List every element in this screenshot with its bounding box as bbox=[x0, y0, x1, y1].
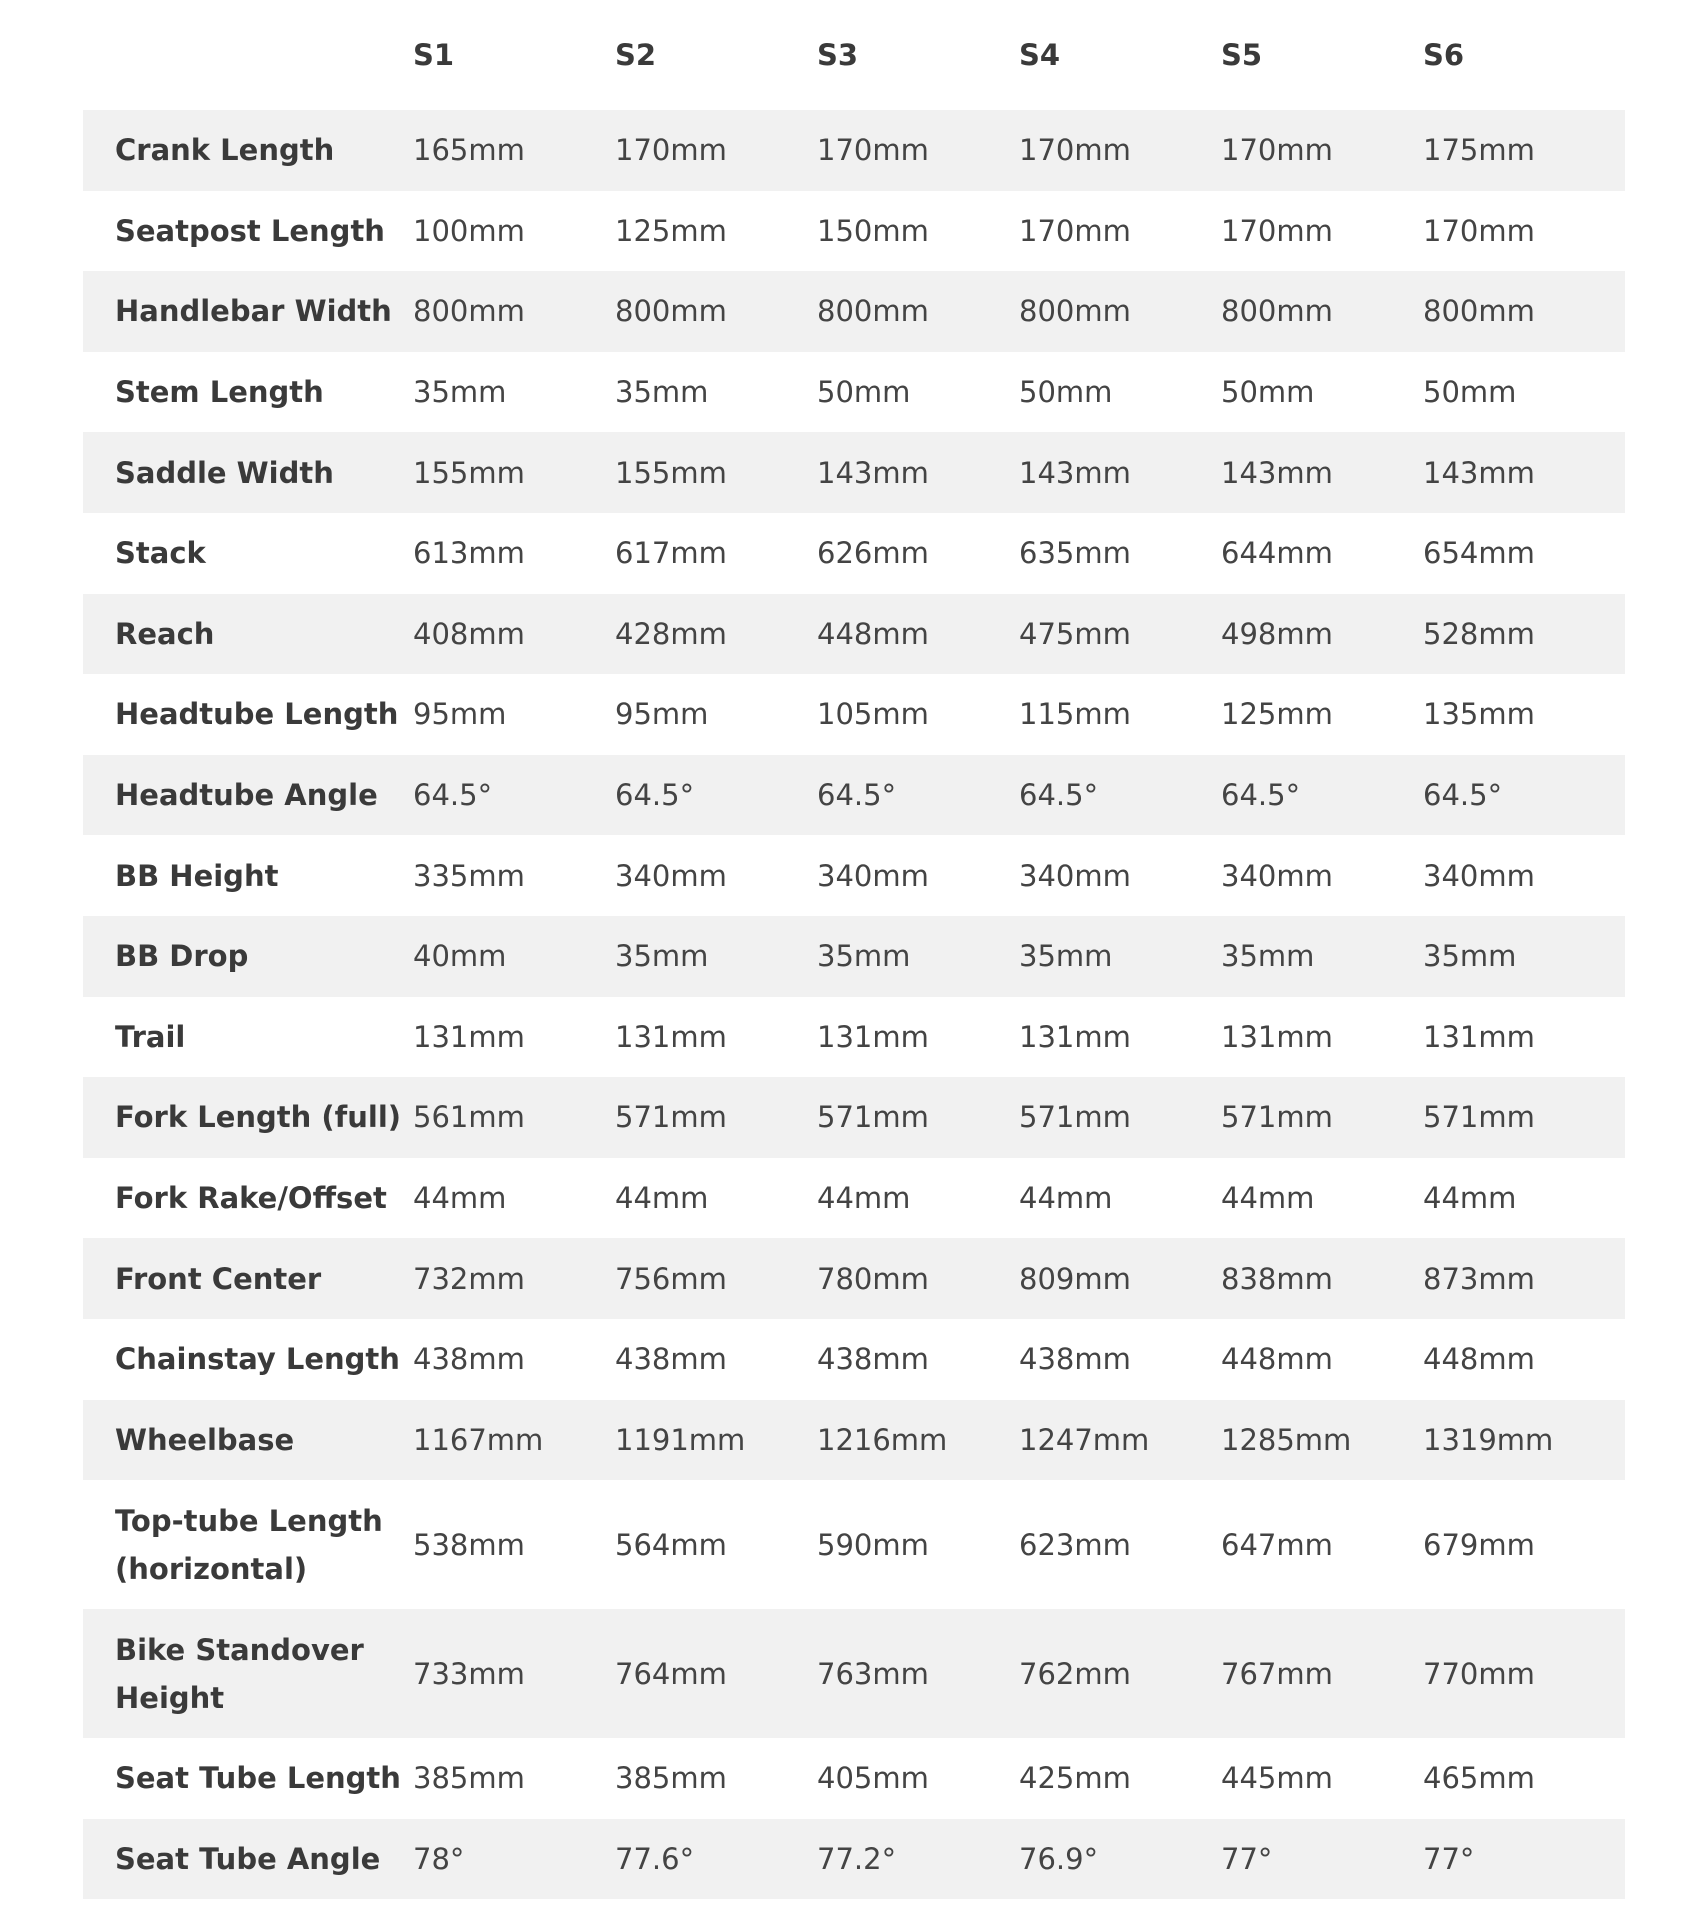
cell-value-s3: 405mm bbox=[817, 1761, 929, 1796]
cell-value-s2: 170mm bbox=[615, 110, 817, 191]
cell-value-s3: 780mm bbox=[817, 1238, 1019, 1319]
cell-value-s3: 150mm bbox=[817, 213, 929, 248]
header-corner bbox=[83, 0, 413, 110]
cell-value-s1: 1167mm bbox=[413, 1400, 615, 1481]
row-label: BB Height bbox=[115, 858, 279, 893]
cell-value-s3: 626mm bbox=[817, 536, 929, 571]
row-label: Trail bbox=[115, 1019, 186, 1054]
cell-value-s5: 800mm bbox=[1221, 271, 1423, 352]
table-header bbox=[83, 0, 1625, 110]
cell-value-s2: 125mm bbox=[615, 213, 727, 248]
header-size-s3: S3 bbox=[817, 38, 859, 72]
cell-value-s4: 143mm bbox=[1019, 432, 1221, 513]
cell-value-s5: 50mm bbox=[1221, 375, 1315, 410]
row-label: Stem Length bbox=[115, 375, 324, 410]
table-row bbox=[83, 1738, 1625, 1819]
table-body bbox=[83, 110, 1625, 1899]
cell-value-s6: 800mm bbox=[1423, 271, 1625, 352]
table-row bbox=[83, 1158, 1625, 1239]
table-row bbox=[83, 1319, 1625, 1400]
row-label: Stack bbox=[115, 536, 206, 571]
cell-value-s5: 125mm bbox=[1221, 697, 1333, 732]
row-label: BB Drop bbox=[83, 916, 413, 997]
cell-value-s6: 175mm bbox=[1423, 110, 1625, 191]
cell-value-s3: 800mm bbox=[817, 271, 1019, 352]
cell-value-s2: 131mm bbox=[615, 1019, 727, 1054]
cell-value-s3: 590mm bbox=[817, 1527, 929, 1562]
cell-value-s4: 64.5° bbox=[1019, 755, 1221, 836]
row-label: Bike Standover Height bbox=[83, 1609, 413, 1738]
cell-value-s6: 571mm bbox=[1423, 1077, 1625, 1158]
cell-value-s1: 732mm bbox=[413, 1238, 615, 1319]
cell-value-s3: 44mm bbox=[817, 1181, 911, 1216]
cell-value-s6: 135mm bbox=[1423, 697, 1535, 732]
cell-value-s3: 77.2° bbox=[817, 1819, 1019, 1900]
cell-value-s2: 571mm bbox=[615, 1077, 817, 1158]
cell-value-s6: 35mm bbox=[1423, 916, 1625, 997]
cell-value-s3: 763mm bbox=[817, 1609, 1019, 1738]
cell-value-s6: 44mm bbox=[1423, 1181, 1517, 1216]
table-row bbox=[83, 432, 1625, 513]
cell-value-s5: 445mm bbox=[1221, 1761, 1333, 1796]
cell-value-s1: 40mm bbox=[413, 916, 615, 997]
header-size-s1: S1 bbox=[413, 38, 455, 72]
table-row bbox=[83, 1077, 1625, 1158]
cell-value-s5: 647mm bbox=[1221, 1527, 1333, 1562]
header-size-s4: S4 bbox=[1019, 38, 1061, 72]
row-label: Top-tube Length (horizontal) bbox=[115, 1503, 383, 1586]
cell-value-s4: 170mm bbox=[1019, 110, 1221, 191]
table-row bbox=[83, 1609, 1625, 1738]
cell-value-s4: 762mm bbox=[1019, 1609, 1221, 1738]
cell-value-s1: 165mm bbox=[413, 110, 615, 191]
table-row bbox=[83, 1238, 1625, 1319]
table-row bbox=[83, 916, 1625, 997]
cell-value-s2: 340mm bbox=[615, 858, 727, 893]
cell-value-s1: 335mm bbox=[413, 858, 525, 893]
cell-value-s5: 340mm bbox=[1221, 858, 1333, 893]
cell-value-s6: 448mm bbox=[1423, 1342, 1535, 1377]
cell-value-s4: 131mm bbox=[1019, 1019, 1131, 1054]
cell-value-s3: 438mm bbox=[817, 1342, 929, 1377]
cell-value-s5: 64.5° bbox=[1221, 755, 1423, 836]
cell-value-s5: 44mm bbox=[1221, 1181, 1315, 1216]
cell-value-s6: 679mm bbox=[1423, 1527, 1535, 1562]
cell-value-s2: 800mm bbox=[615, 271, 817, 352]
header-size-s5: S5 bbox=[1221, 38, 1263, 72]
cell-value-s1: 613mm bbox=[413, 536, 525, 571]
cell-value-s4: 35mm bbox=[1019, 916, 1221, 997]
cell-value-s4: 115mm bbox=[1019, 697, 1131, 732]
cell-value-s3: 64.5° bbox=[817, 755, 1019, 836]
cell-value-s4: 170mm bbox=[1019, 213, 1131, 248]
cell-value-s3: 571mm bbox=[817, 1077, 1019, 1158]
cell-value-s2: 385mm bbox=[615, 1761, 727, 1796]
cell-value-s6: 50mm bbox=[1423, 375, 1517, 410]
cell-value-s6: 64.5° bbox=[1423, 755, 1625, 836]
cell-value-s2: 1191mm bbox=[615, 1400, 817, 1481]
cell-value-s3: 50mm bbox=[817, 375, 911, 410]
cell-value-s5: 35mm bbox=[1221, 916, 1423, 997]
cell-value-s2: 95mm bbox=[615, 697, 709, 732]
cell-value-s5: 170mm bbox=[1221, 110, 1423, 191]
cell-value-s5: 131mm bbox=[1221, 1019, 1333, 1054]
cell-value-s2: 35mm bbox=[615, 916, 817, 997]
row-label: Seat Tube Length bbox=[115, 1761, 401, 1796]
row-label: Headtube Angle bbox=[83, 755, 413, 836]
cell-value-s1: 44mm bbox=[413, 1181, 507, 1216]
row-label: Reach bbox=[83, 594, 413, 675]
row-label: Wheelbase bbox=[83, 1400, 413, 1481]
cell-value-s3: 340mm bbox=[817, 858, 929, 893]
row-label: Seat Tube Angle bbox=[83, 1819, 413, 1900]
cell-value-s4: 635mm bbox=[1019, 536, 1131, 571]
table-row bbox=[83, 191, 1625, 272]
cell-value-s3: 35mm bbox=[817, 916, 1019, 997]
cell-value-s2: 564mm bbox=[615, 1527, 727, 1562]
cell-value-s6: 654mm bbox=[1423, 536, 1535, 571]
table-row bbox=[83, 271, 1625, 352]
cell-value-s6: 77° bbox=[1423, 1819, 1625, 1900]
cell-value-s6: 340mm bbox=[1423, 858, 1535, 893]
cell-value-s6: 170mm bbox=[1423, 213, 1535, 248]
row-label: Seatpost Length bbox=[115, 213, 385, 248]
row-label: Front Center bbox=[83, 1238, 413, 1319]
cell-value-s2: 617mm bbox=[615, 536, 727, 571]
cell-value-s4: 340mm bbox=[1019, 858, 1131, 893]
cell-value-s1: 408mm bbox=[413, 594, 615, 675]
row-label: Headtube Length bbox=[115, 697, 399, 732]
table-row bbox=[83, 594, 1625, 675]
cell-value-s4: 571mm bbox=[1019, 1077, 1221, 1158]
cell-value-s4: 44mm bbox=[1019, 1181, 1113, 1216]
header-size-s2: S2 bbox=[615, 38, 657, 72]
table-row bbox=[83, 1819, 1625, 1900]
cell-value-s2: 756mm bbox=[615, 1238, 817, 1319]
cell-value-s3: 131mm bbox=[817, 1019, 929, 1054]
cell-value-s1: 733mm bbox=[413, 1609, 615, 1738]
table-row bbox=[83, 110, 1625, 191]
cell-value-s2: 764mm bbox=[615, 1609, 817, 1738]
cell-value-s1: 538mm bbox=[413, 1527, 525, 1562]
cell-value-s3: 170mm bbox=[817, 110, 1019, 191]
cell-value-s2: 155mm bbox=[615, 432, 817, 513]
cell-value-s1: 800mm bbox=[413, 271, 615, 352]
geometry-table bbox=[83, 0, 1625, 1899]
cell-value-s3: 143mm bbox=[817, 432, 1019, 513]
cell-value-s1: 385mm bbox=[413, 1761, 525, 1796]
cell-value-s2: 438mm bbox=[615, 1342, 727, 1377]
cell-value-s4: 76.9° bbox=[1019, 1819, 1221, 1900]
row-label: Fork Length (full) bbox=[83, 1077, 413, 1158]
cell-value-s5: 170mm bbox=[1221, 213, 1333, 248]
row-label: Saddle Width bbox=[83, 432, 413, 513]
cell-value-s5: 644mm bbox=[1221, 536, 1333, 571]
cell-value-s4: 1247mm bbox=[1019, 1400, 1221, 1481]
cell-value-s5: 571mm bbox=[1221, 1077, 1423, 1158]
cell-value-s1: 35mm bbox=[413, 375, 507, 410]
cell-value-s1: 561mm bbox=[413, 1077, 615, 1158]
row-label: Fork Rake/Offset bbox=[115, 1181, 387, 1216]
cell-value-s3: 1216mm bbox=[817, 1400, 1019, 1481]
table-row bbox=[83, 835, 1625, 916]
row-label: Crank Length bbox=[83, 110, 413, 191]
table-row bbox=[83, 1480, 1625, 1609]
cell-value-s4: 425mm bbox=[1019, 1761, 1131, 1796]
cell-value-s5: 143mm bbox=[1221, 432, 1423, 513]
cell-value-s4: 800mm bbox=[1019, 271, 1221, 352]
cell-value-s4: 475mm bbox=[1019, 594, 1221, 675]
cell-value-s4: 50mm bbox=[1019, 375, 1113, 410]
cell-value-s4: 623mm bbox=[1019, 1527, 1131, 1562]
header-size-s6: S6 bbox=[1423, 38, 1465, 72]
table-row bbox=[83, 997, 1625, 1078]
cell-value-s5: 1285mm bbox=[1221, 1400, 1423, 1481]
cell-value-s5: 838mm bbox=[1221, 1238, 1423, 1319]
cell-value-s3: 448mm bbox=[817, 594, 1019, 675]
cell-value-s6: 143mm bbox=[1423, 432, 1625, 513]
cell-value-s3: 105mm bbox=[817, 697, 929, 732]
cell-value-s6: 131mm bbox=[1423, 1019, 1535, 1054]
cell-value-s1: 155mm bbox=[413, 432, 615, 513]
header-row bbox=[83, 0, 1625, 110]
cell-value-s1: 64.5° bbox=[413, 755, 615, 836]
table-row bbox=[83, 674, 1625, 755]
cell-value-s4: 438mm bbox=[1019, 1342, 1131, 1377]
cell-value-s1: 78° bbox=[413, 1819, 615, 1900]
cell-value-s6: 528mm bbox=[1423, 594, 1625, 675]
table-row bbox=[83, 755, 1625, 836]
cell-value-s4: 809mm bbox=[1019, 1238, 1221, 1319]
cell-value-s6: 465mm bbox=[1423, 1761, 1535, 1796]
cell-value-s1: 100mm bbox=[413, 213, 525, 248]
row-label: Handlebar Width bbox=[83, 271, 413, 352]
cell-value-s5: 448mm bbox=[1221, 1342, 1333, 1377]
cell-value-s2: 44mm bbox=[615, 1181, 709, 1216]
table-row bbox=[83, 1400, 1625, 1481]
table-row bbox=[83, 352, 1625, 433]
cell-value-s2: 428mm bbox=[615, 594, 817, 675]
cell-value-s1: 95mm bbox=[413, 697, 507, 732]
cell-value-s1: 438mm bbox=[413, 1342, 525, 1377]
cell-value-s5: 767mm bbox=[1221, 1609, 1423, 1738]
cell-value-s2: 35mm bbox=[615, 375, 709, 410]
row-label: Chainstay Length bbox=[115, 1342, 400, 1377]
cell-value-s5: 498mm bbox=[1221, 594, 1423, 675]
cell-value-s6: 770mm bbox=[1423, 1609, 1625, 1738]
cell-value-s5: 77° bbox=[1221, 1819, 1423, 1900]
cell-value-s6: 1319mm bbox=[1423, 1400, 1625, 1481]
cell-value-s1: 131mm bbox=[413, 1019, 525, 1054]
cell-value-s2: 77.6° bbox=[615, 1819, 817, 1900]
cell-value-s6: 873mm bbox=[1423, 1238, 1625, 1319]
cell-value-s2: 64.5° bbox=[615, 755, 817, 836]
table-row bbox=[83, 513, 1625, 594]
